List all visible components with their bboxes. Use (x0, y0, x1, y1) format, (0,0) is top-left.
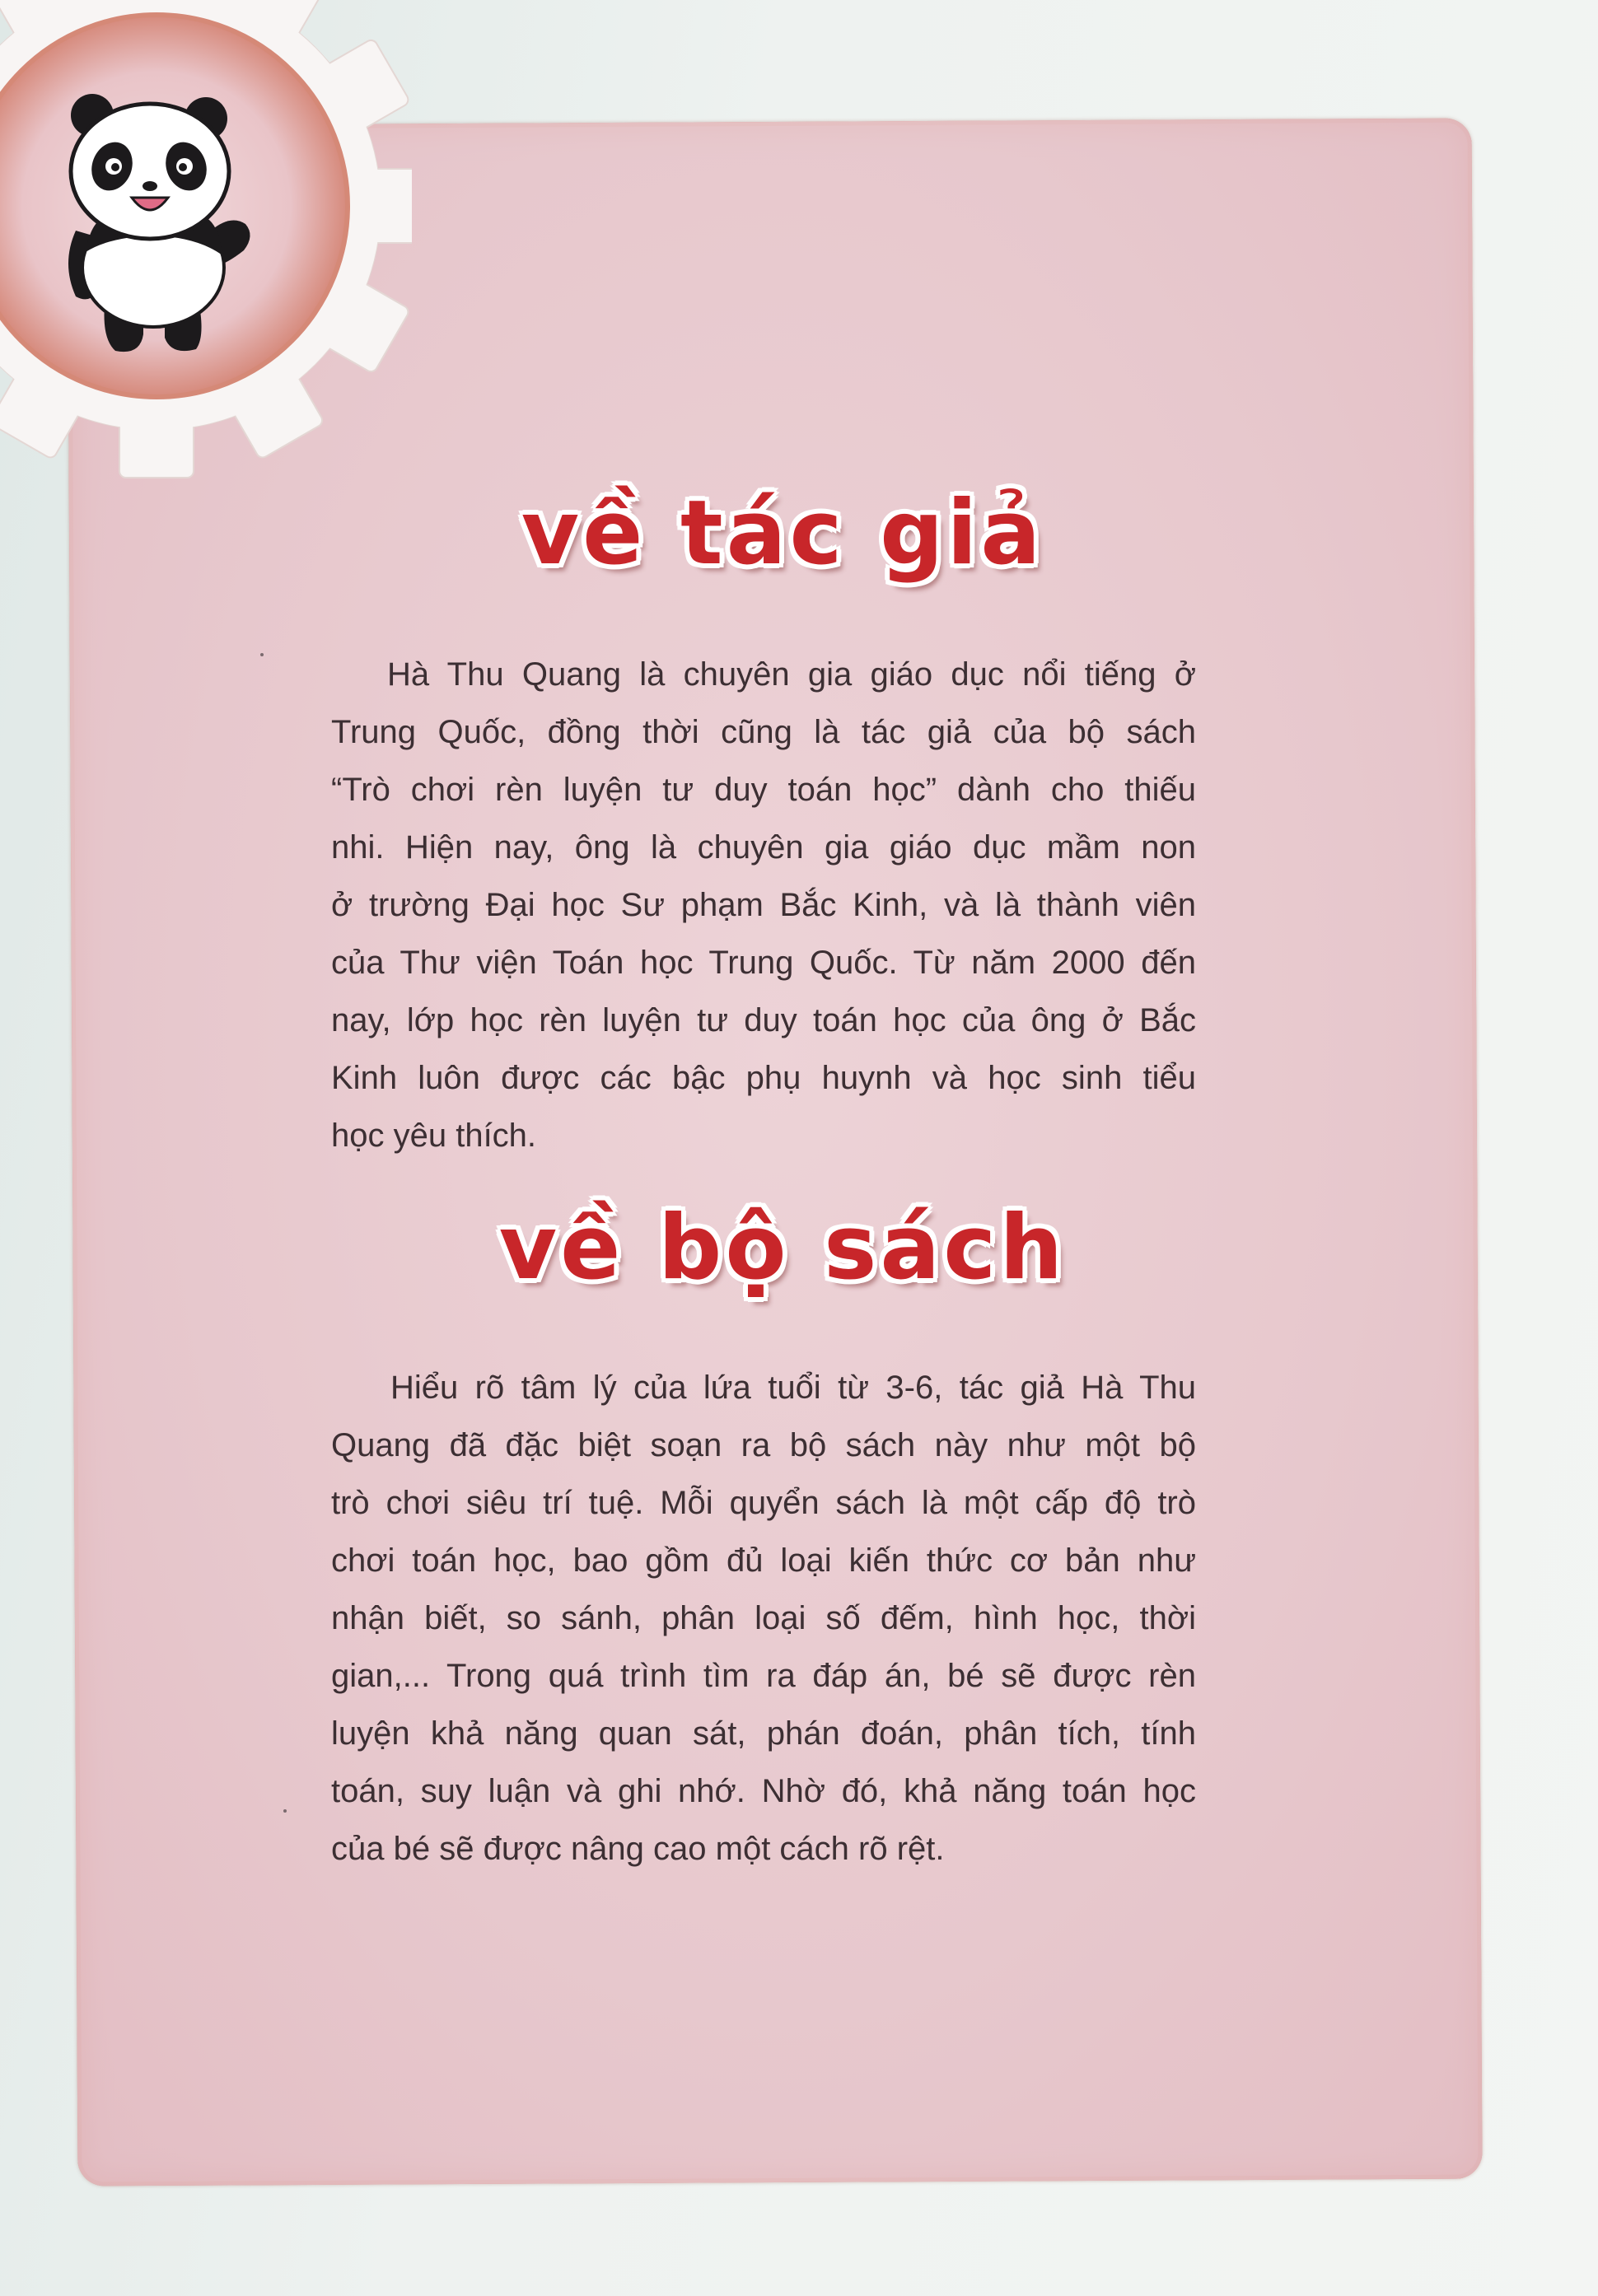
series-line: gian,... Trong quá trình tìm ra đáp án, bé sẽ được rèn (331, 1658, 1196, 1694)
author-line: của Thư viện Toán học Trung Quốc. Từ năm 2000 đến (331, 945, 1196, 981)
series-line: luyện khả năng quan sát, phán đoán, phân tích, tính (331, 1715, 1196, 1752)
series-line: Quang đã đặc biệt soạn ra bộ sách này như một bộ (331, 1427, 1196, 1463)
author-line: Hà Thu Quang là chuyên gia giáo dục nổi tiếng ở (387, 656, 1196, 693)
series-section-heading: về bộ sách (498, 1197, 1067, 1300)
author-line: “Trò chơi rèn luyện tư duy toán học” dành cho thiếu (331, 772, 1196, 808)
series-line: toán, suy luận và ghi nhớ. Nhờ đó, khả năng toán học (331, 1773, 1196, 1809)
author-line: học yêu thích. (331, 1118, 537, 1154)
author-line: Kinh luôn được các bậc phụ huynh và học sinh tiểu (331, 1060, 1196, 1096)
series-line: chơi toán học, bao gồm đủ loại kiến thức cơ bản như (331, 1542, 1196, 1579)
panda-mascot-icon (58, 91, 255, 362)
series-line: Hiểu rõ tâm lý của lứa tuổi từ 3-6, tác giả Hà Thu (390, 1370, 1196, 1406)
paper-speck (283, 1809, 287, 1813)
paper-speck (260, 653, 264, 656)
series-line: trò chơi siêu trí tuệ. Mỗi quyển sách là một cấp độ trò (331, 1485, 1196, 1521)
author-section-heading: về tác giả (521, 482, 1044, 585)
author-section-body (331, 646, 1196, 1164)
series-section-body (331, 1359, 1196, 1878)
author-line: nhi. Hiện nay, ông là chuyên gia giáo dục mầm non (331, 829, 1196, 866)
series-line: của bé sẽ được nâng cao một cách rõ rệt. (331, 1831, 945, 1867)
author-line: Trung Quốc, đồng thời cũng là tác giả của bộ sách (331, 714, 1196, 750)
author-line: nay, lớp học rèn luyện tư duy toán học của ông ở Bắc (331, 1002, 1196, 1038)
series-line: nhận biết, so sánh, phân loại số đếm, hình học, thời (331, 1600, 1196, 1636)
author-line: ở trường Đại học Sư phạm Bắc Kinh, và là thành viên (331, 887, 1196, 923)
